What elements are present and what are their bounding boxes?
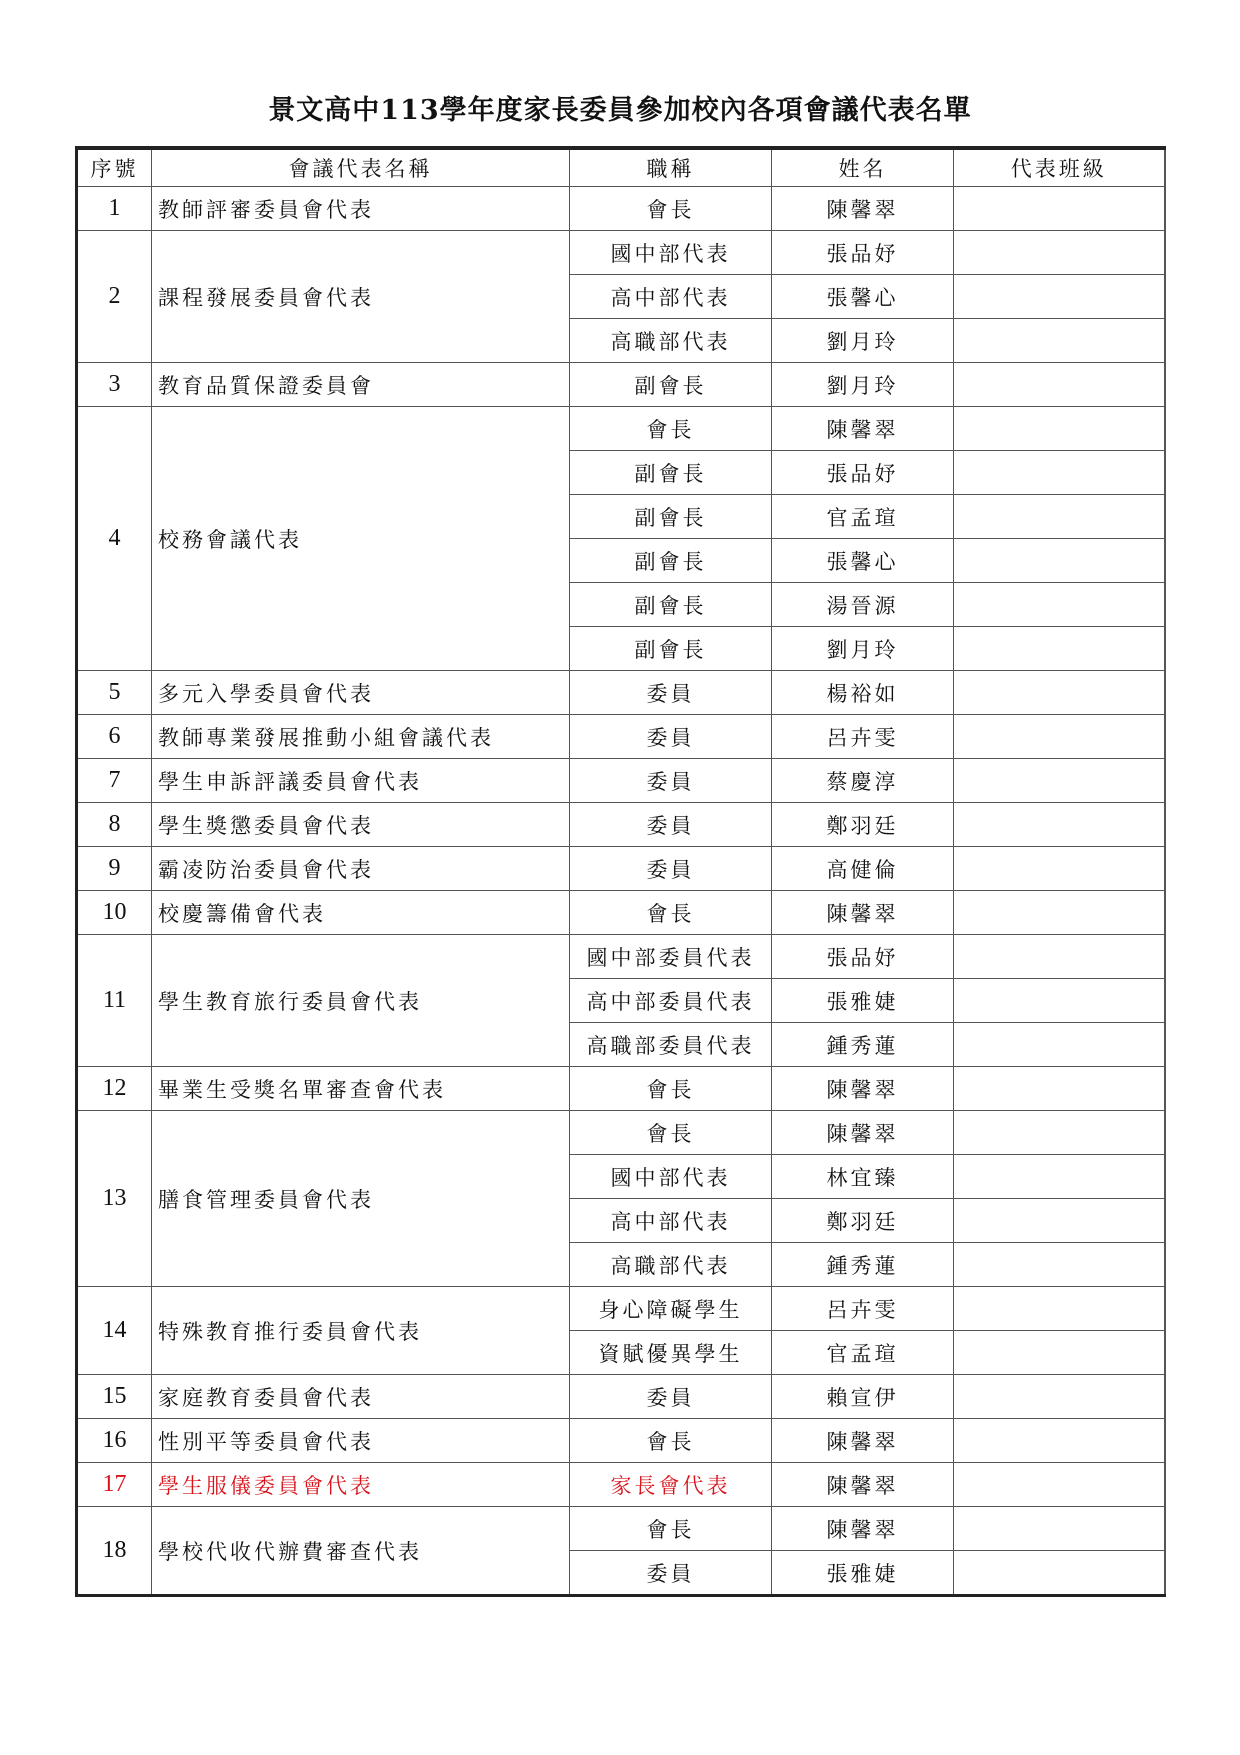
job-title-cell: 國中部代表 bbox=[570, 231, 772, 275]
table-row bbox=[77, 715, 1165, 759]
represented-class-cell[interactable] bbox=[954, 495, 1165, 539]
person-name-cell: 官孟瑄 bbox=[772, 495, 954, 539]
meeting-name-cell: 學校代收代辦費審查代表 bbox=[152, 1507, 570, 1596]
serial-number-cell: 8 bbox=[77, 803, 152, 847]
job-title-cell: 副會長 bbox=[570, 451, 772, 495]
represented-class-cell[interactable] bbox=[954, 1287, 1165, 1331]
person-name-cell: 鄭羽廷 bbox=[772, 803, 954, 847]
job-title-cell: 委員 bbox=[570, 671, 772, 715]
header-represented-class: 代表班級 bbox=[954, 148, 1165, 187]
job-title-cell: 會長 bbox=[570, 1507, 772, 1551]
person-name-cell: 呂卉雯 bbox=[772, 1287, 954, 1331]
job-title-cell: 身心障礙學生 bbox=[570, 1287, 772, 1331]
job-title-cell: 高中部委員代表 bbox=[570, 979, 772, 1023]
table-row bbox=[77, 847, 1165, 891]
serial-number-cell: 14 bbox=[77, 1287, 152, 1375]
represented-class-cell[interactable] bbox=[954, 539, 1165, 583]
represented-class-cell[interactable] bbox=[954, 407, 1165, 451]
represented-class-cell[interactable] bbox=[954, 759, 1165, 803]
person-name-cell: 楊裕如 bbox=[772, 671, 954, 715]
serial-number-cell: 4 bbox=[77, 407, 152, 671]
job-title-cell: 委員 bbox=[570, 803, 772, 847]
person-name-cell: 陳馨翠 bbox=[772, 187, 954, 231]
job-title-cell: 國中部委員代表 bbox=[570, 935, 772, 979]
person-name-cell: 陳馨翠 bbox=[772, 1419, 954, 1463]
table-row bbox=[77, 1287, 1165, 1331]
meeting-name-cell: 校務會議代表 bbox=[152, 407, 570, 671]
job-title-cell: 會長 bbox=[570, 1067, 772, 1111]
meeting-name-cell: 學生教育旅行委員會代表 bbox=[152, 935, 570, 1067]
table-row bbox=[77, 759, 1165, 803]
table-row bbox=[77, 671, 1165, 715]
serial-number-cell: 16 bbox=[77, 1419, 152, 1463]
serial-number-cell: 17 bbox=[77, 1463, 152, 1507]
meeting-name-cell: 教師專業發展推動小組會議代表 bbox=[152, 715, 570, 759]
job-title-cell: 家長會代表 bbox=[570, 1463, 772, 1507]
header-meeting-name: 會議代表名稱 bbox=[152, 148, 570, 187]
person-name-cell: 張雅婕 bbox=[772, 1551, 954, 1596]
job-title-cell: 會長 bbox=[570, 407, 772, 451]
serial-number-cell: 5 bbox=[77, 671, 152, 715]
represented-class-cell[interactable] bbox=[954, 1067, 1165, 1111]
table-row bbox=[77, 935, 1165, 979]
person-name-cell: 張品妤 bbox=[772, 451, 954, 495]
serial-number-cell: 11 bbox=[77, 935, 152, 1067]
represented-class-cell[interactable] bbox=[954, 979, 1165, 1023]
represented-class-cell[interactable] bbox=[954, 715, 1165, 759]
person-name-cell: 陳馨翠 bbox=[772, 891, 954, 935]
person-name-cell: 劉月玲 bbox=[772, 627, 954, 671]
table-row bbox=[77, 1463, 1165, 1507]
person-name-cell: 呂卉雯 bbox=[772, 715, 954, 759]
person-name-cell: 鍾秀蓮 bbox=[772, 1023, 954, 1067]
serial-number-cell: 6 bbox=[77, 715, 152, 759]
person-name-cell: 高健倫 bbox=[772, 847, 954, 891]
represented-class-cell[interactable] bbox=[954, 363, 1165, 407]
meeting-name-cell: 學生獎懲委員會代表 bbox=[152, 803, 570, 847]
job-title-cell: 國中部代表 bbox=[570, 1155, 772, 1199]
table-row bbox=[77, 1419, 1165, 1463]
serial-number-cell: 15 bbox=[77, 1375, 152, 1419]
job-title-cell: 副會長 bbox=[570, 627, 772, 671]
represented-class-cell[interactable] bbox=[954, 1331, 1165, 1375]
serial-number-cell: 9 bbox=[77, 847, 152, 891]
job-title-cell: 高職部委員代表 bbox=[570, 1023, 772, 1067]
person-name-cell: 湯晉源 bbox=[772, 583, 954, 627]
job-title-cell: 副會長 bbox=[570, 495, 772, 539]
job-title-cell: 高中部代表 bbox=[570, 275, 772, 319]
table-row bbox=[77, 891, 1165, 935]
person-name-cell: 張馨心 bbox=[772, 275, 954, 319]
person-name-cell: 鍾秀蓮 bbox=[772, 1243, 954, 1287]
represented-class-cell[interactable] bbox=[954, 803, 1165, 847]
person-name-cell: 陳馨翠 bbox=[772, 1067, 954, 1111]
job-title-cell: 委員 bbox=[570, 847, 772, 891]
represented-class-cell[interactable] bbox=[954, 187, 1165, 231]
job-title-cell: 委員 bbox=[570, 1375, 772, 1419]
table-row bbox=[77, 407, 1165, 451]
represented-class-cell[interactable] bbox=[954, 847, 1165, 891]
represented-class-cell[interactable] bbox=[954, 935, 1165, 979]
represented-class-cell[interactable] bbox=[954, 1199, 1165, 1243]
representatives-table bbox=[75, 146, 1166, 1597]
job-title-cell: 資賦優異學生 bbox=[570, 1331, 772, 1375]
table-row bbox=[77, 1507, 1165, 1551]
represented-class-cell[interactable] bbox=[954, 671, 1165, 715]
meeting-name-cell: 教師評審委員會代表 bbox=[152, 187, 570, 231]
person-name-cell: 劉月玲 bbox=[772, 319, 954, 363]
table-body bbox=[77, 187, 1165, 1596]
job-title-cell: 會長 bbox=[570, 891, 772, 935]
table-row bbox=[77, 1067, 1165, 1111]
represented-class-cell[interactable] bbox=[954, 1551, 1165, 1596]
represented-class-cell[interactable] bbox=[954, 1463, 1165, 1507]
person-name-cell: 林宜臻 bbox=[772, 1155, 954, 1199]
meeting-name-cell: 課程發展委員會代表 bbox=[152, 231, 570, 363]
job-title-cell: 高中部代表 bbox=[570, 1199, 772, 1243]
table-header-row bbox=[77, 148, 1165, 187]
person-name-cell: 劉月玲 bbox=[772, 363, 954, 407]
job-title-cell: 副會長 bbox=[570, 363, 772, 407]
represented-class-cell[interactable] bbox=[954, 1243, 1165, 1287]
header-serial-number: 序號 bbox=[77, 148, 152, 187]
job-title-cell: 委員 bbox=[570, 1551, 772, 1596]
meeting-name-cell: 教育品質保證委員會 bbox=[152, 363, 570, 407]
represented-class-cell[interactable] bbox=[954, 1507, 1165, 1551]
job-title-cell: 委員 bbox=[570, 759, 772, 803]
serial-number-cell: 10 bbox=[77, 891, 152, 935]
represented-class-cell[interactable] bbox=[954, 451, 1165, 495]
document-title: 景文高中113學年度家長委員參加校內各項會議代表名單 bbox=[268, 95, 972, 126]
table-row bbox=[77, 1375, 1165, 1419]
represented-class-cell[interactable] bbox=[954, 1375, 1165, 1419]
represented-class-cell[interactable] bbox=[954, 1023, 1165, 1067]
table-row bbox=[77, 231, 1165, 275]
meeting-name-cell: 多元入學委員會代表 bbox=[152, 671, 570, 715]
meeting-name-cell: 學生申訴評議委員會代表 bbox=[152, 759, 570, 803]
job-title-cell: 委員 bbox=[570, 715, 772, 759]
meeting-name-cell: 特殊教育推行委員會代表 bbox=[152, 1287, 570, 1375]
table-row bbox=[77, 1111, 1165, 1155]
person-name-cell: 張雅婕 bbox=[772, 979, 954, 1023]
table-row bbox=[77, 803, 1165, 847]
meeting-name-cell: 膳食管理委員會代表 bbox=[152, 1111, 570, 1287]
serial-number-cell: 3 bbox=[77, 363, 152, 407]
represented-class-cell[interactable] bbox=[954, 627, 1165, 671]
person-name-cell: 蔡慶淳 bbox=[772, 759, 954, 803]
serial-number-cell: 13 bbox=[77, 1111, 152, 1287]
table-row bbox=[77, 187, 1165, 231]
person-name-cell: 張品妤 bbox=[772, 231, 954, 275]
represented-class-cell[interactable] bbox=[954, 1155, 1165, 1199]
meeting-name-cell: 校慶籌備會代表 bbox=[152, 891, 570, 935]
represented-class-cell[interactable] bbox=[954, 1111, 1165, 1155]
serial-number-cell: 12 bbox=[77, 1067, 152, 1111]
represented-class-cell[interactable] bbox=[954, 275, 1165, 319]
person-name-cell: 陳馨翠 bbox=[772, 407, 954, 451]
meeting-name-cell: 家庭教育委員會代表 bbox=[152, 1375, 570, 1419]
represented-class-cell[interactable] bbox=[954, 891, 1165, 935]
represented-class-cell[interactable] bbox=[954, 583, 1165, 627]
person-name-cell: 張馨心 bbox=[772, 539, 954, 583]
serial-number-cell: 7 bbox=[77, 759, 152, 803]
person-name-cell: 陳馨翠 bbox=[772, 1507, 954, 1551]
person-name-cell: 鄭羽廷 bbox=[772, 1199, 954, 1243]
serial-number-cell: 1 bbox=[77, 187, 152, 231]
represented-class-cell[interactable] bbox=[954, 231, 1165, 275]
person-name-cell: 張品妤 bbox=[772, 935, 954, 979]
header-job-title: 職稱 bbox=[570, 148, 772, 187]
meeting-name-cell: 畢業生受獎名單審查會代表 bbox=[152, 1067, 570, 1111]
job-title-cell: 高職部代表 bbox=[570, 1243, 772, 1287]
job-title-cell: 會長 bbox=[570, 1419, 772, 1463]
job-title-cell: 副會長 bbox=[570, 539, 772, 583]
person-name-cell: 陳馨翠 bbox=[772, 1111, 954, 1155]
meeting-name-cell: 霸凌防治委員會代表 bbox=[152, 847, 570, 891]
job-title-cell: 會長 bbox=[570, 187, 772, 231]
meeting-name-cell: 學生服儀委員會代表 bbox=[152, 1463, 570, 1507]
serial-number-cell: 2 bbox=[77, 231, 152, 363]
person-name-cell: 賴宣伊 bbox=[772, 1375, 954, 1419]
serial-number-cell: 18 bbox=[77, 1507, 152, 1596]
person-name-cell: 陳馨翠 bbox=[772, 1463, 954, 1507]
job-title-cell: 高職部代表 bbox=[570, 319, 772, 363]
header-person-name: 姓名 bbox=[772, 148, 954, 187]
person-name-cell: 官孟瑄 bbox=[772, 1331, 954, 1375]
represented-class-cell[interactable] bbox=[954, 1419, 1165, 1463]
represented-class-cell[interactable] bbox=[954, 319, 1165, 363]
job-title-cell: 副會長 bbox=[570, 583, 772, 627]
meeting-name-cell: 性別平等委員會代表 bbox=[152, 1419, 570, 1463]
job-title-cell: 會長 bbox=[570, 1111, 772, 1155]
table-row bbox=[77, 363, 1165, 407]
